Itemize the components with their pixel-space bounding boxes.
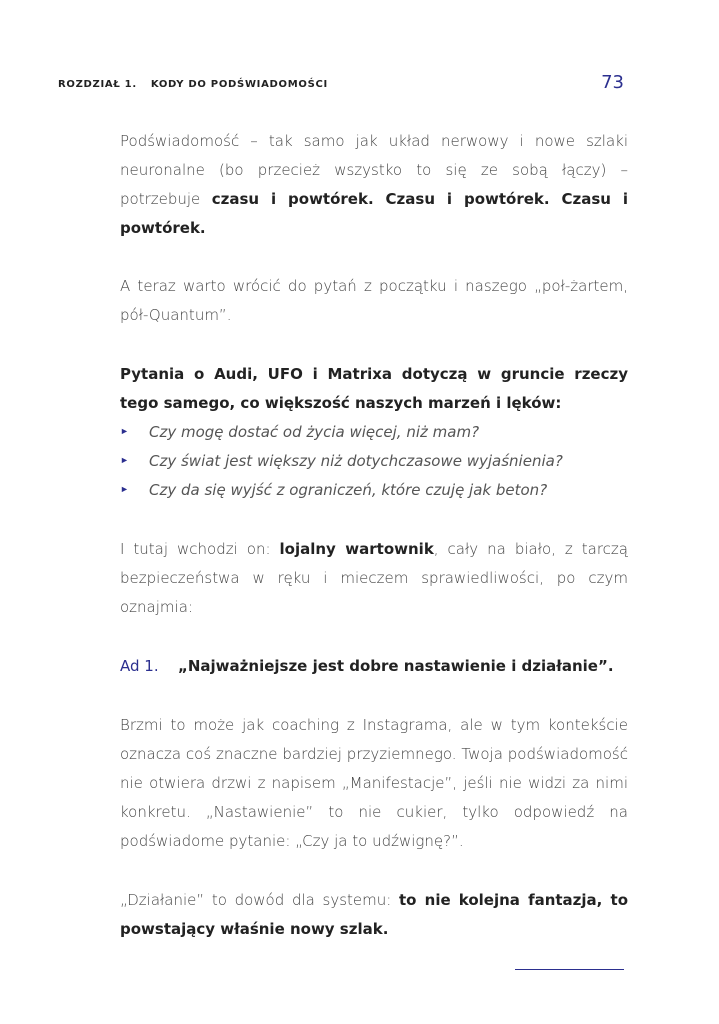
questions-list [120,418,628,505]
paragraph-repetition-emphasis: czasu i powtórek. Czasu i powtórek. Czasu i powtórek. [120,190,628,237]
paragraph-loyal-guard [120,535,628,622]
paragraph-action-text: „Działanie” to dowód dla systemu: [120,891,400,909]
questions-intro: Pytania o Audi, UFO i Matrixa dotyczą w gruncie rzeczy tego samego, co większość naszych marzeń i lęków: [120,365,628,412]
ad-1-heading [120,652,628,681]
list-item [120,418,628,447]
paragraph-repetition [120,127,628,243]
page-number: 73 [601,72,624,93]
footer-divider [515,969,624,970]
chapter-label: ROZDZIAŁ 1. [58,79,137,90]
ad-1-label: Ad 1. [120,657,159,675]
list-item-text: Czy mogę dostać od życia więcej, niż mam? [149,423,480,441]
paragraph-loyal-guard-before: I tutaj wchodzi on: [120,540,280,558]
chapter-title: KODY DO PODŚWIADOMOŚCI [150,79,328,90]
paragraph-action [120,886,628,944]
list-item [120,447,628,476]
paragraph-action-emphasis: to nie kolejna fantazja, to powstający właśnie nowy szlak. [120,891,628,938]
loyal-guard-emphasis: lojalny wartownik [279,540,434,558]
running-header [58,79,328,90]
page-body [120,127,628,944]
triangle-bullet-icon: ► [120,427,129,437]
ad-1-text: „Najważniejsze jest dobre nastawienie i działanie”. [178,657,614,675]
triangle-bullet-icon: ► [120,456,129,466]
list-item [120,476,628,505]
paragraph-loyal-guard-after: , cały na biało, z tarczą bezpieczeństwa w ręku i mieczem sprawiedliwości, po czym oznajmia: [120,540,628,616]
paragraph-instagram-coaching: Brzmi to może jak coaching z Instagrama, ale w tym kontekście oznacza coś znaczne bardziej przyziemnego. Twoja podświadomość nie otwiera drzwi z napisem „Manifestacje”, jeśli nie widzi za nimi konkretu. „Nastawienie” to nie cukier, tylko odpowiedź na podświadome pytanie: „Czy ja to udźwignę?”. [120,716,628,850]
list-item-text: Czy świat jest większy niż dotychczasowe wyjaśnienia? [149,452,563,470]
paragraph-repetition-text: Podświadomość – tak samo jak układ nerwowy i nowe szlaki neuronalne (bo przecież wszystko to się ze sobą łączy) – potrzebuje [120,132,628,208]
triangle-bullet-icon: ► [120,485,129,495]
list-item-text: Czy da się wyjść z ograniczeń, które czuję jak beton? [149,481,548,499]
paragraph-return-to-questions: A teraz warto wrócić do pytań z początku i naszego „poł-żartem, pół-Quantum”. [120,277,628,324]
